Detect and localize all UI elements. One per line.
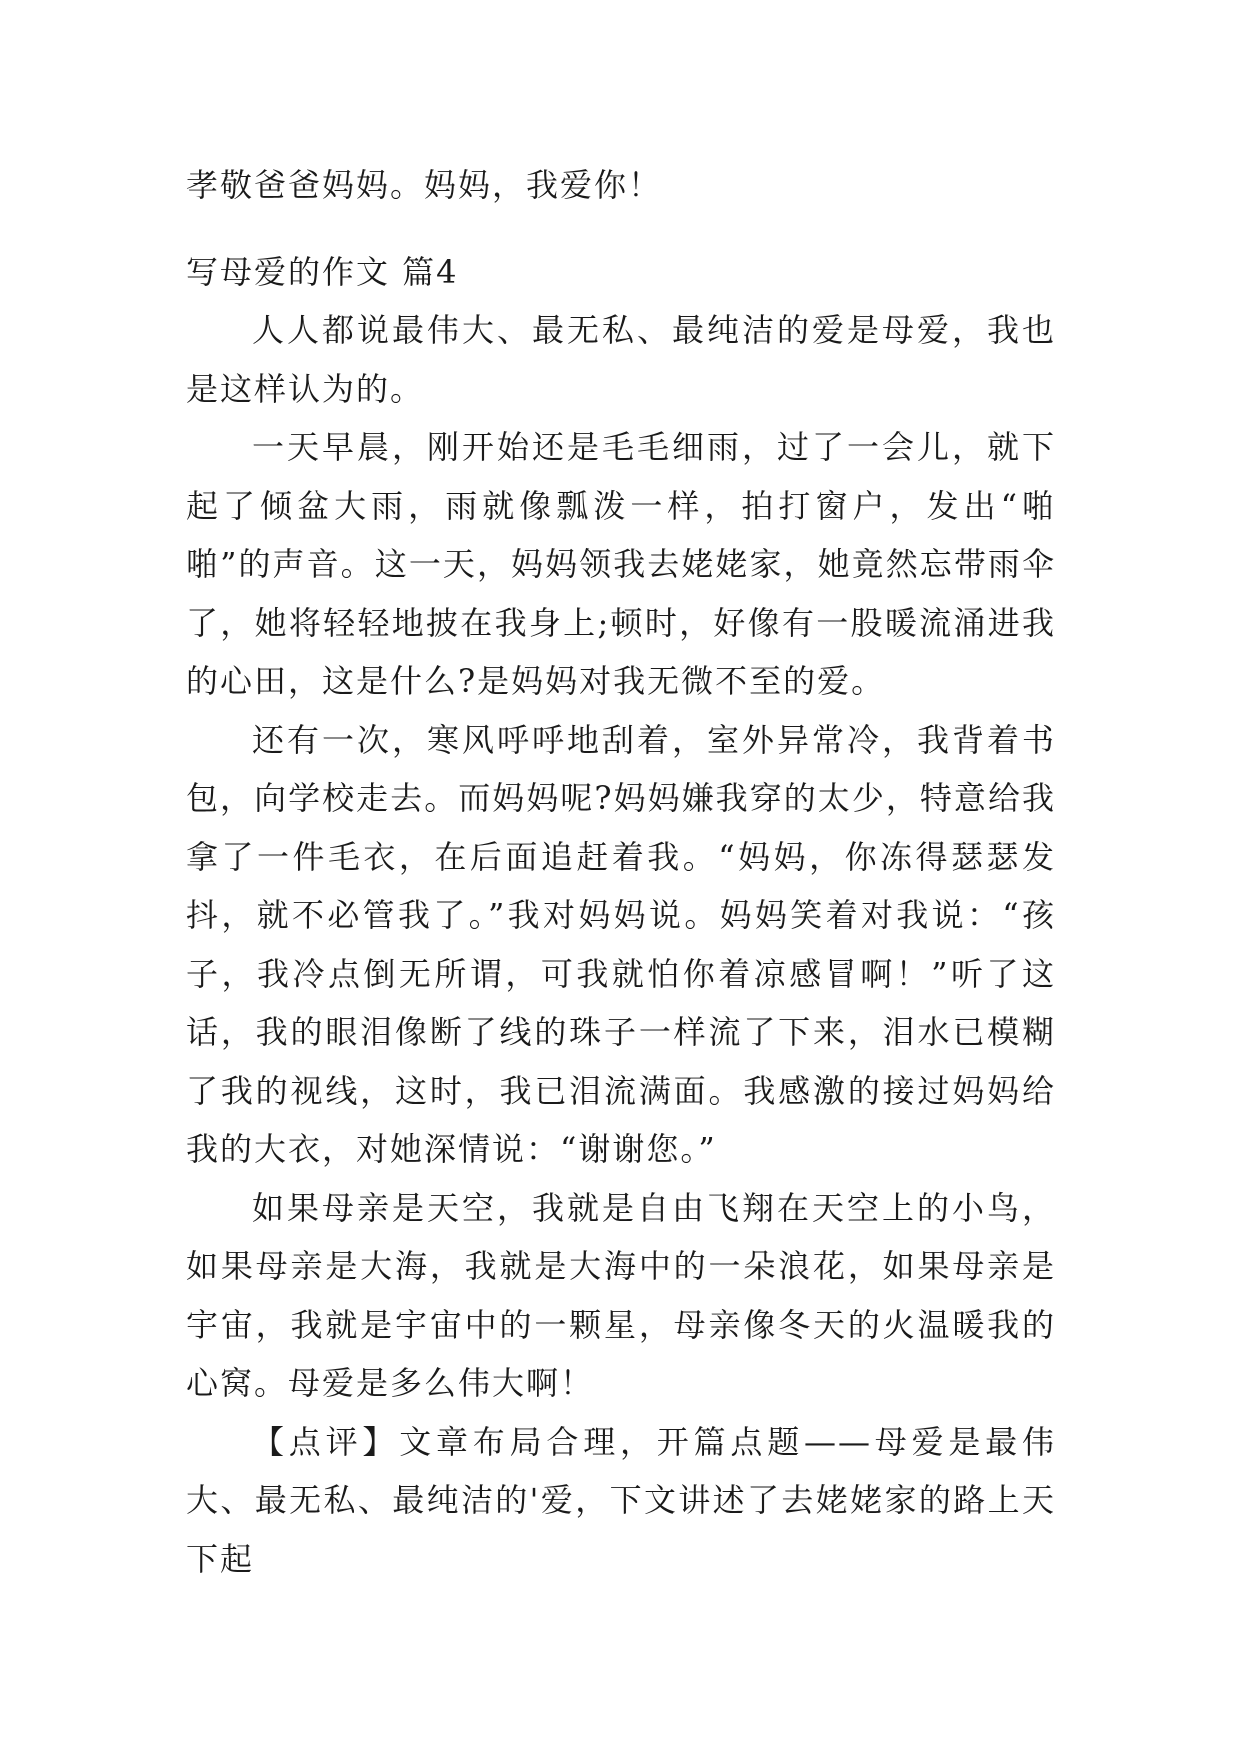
paragraph-rain-story: 一天早晨，刚开始还是毛毛细雨，过了一会儿，就下起了倾盆大雨，雨就像瓢泼一样，拍打窗户，发出“啪啪”的声音。这一天，妈妈领我去姥姥家，她竟然忘带雨伞了，她将轻轻地披在我身上;顿时，好像有一股暖流涌进我的心田，这是什么?是妈妈对我无微不至的爱。	[186, 428, 1056, 700]
paragraph-cold-wind-story: 还有一次，寒风呼呼地刮着，室外异常冷，我背着书包，向学校走去。而妈妈呢?妈妈嫌我穿的太少，特意给我拿了一件毛衣，在后面追赶着我。“妈妈，你冻得瑟瑟发抖，就不必管我了。”我对妈妈说。妈妈笑着对我说：“孩子，我冷点倒无所谓，可我就怕你着凉感冒啊！”听了这话，我的眼泪像断了线的珠子一样流了下来，泪水已模糊了我的视线，这时，我已泪流满面。我感激的接过妈妈给我的大衣，对她深情说：“谢谢您。”	[186, 720, 1056, 1168]
document-page	[186, 156, 1056, 1588]
paragraph-commentary: 【点评】文章布局合理，开篇点题——母爱是最伟大、最无私、最纯洁的'爱，下文讲述了去姥姥家的路上天下起	[186, 1422, 1056, 1578]
paragraph-metaphors: 如果母亲是天空，我就是自由飞翔在天空上的小鸟，如果母亲是大海，我就是大海中的一朵浪花，如果母亲是宇宙，我就是宇宙中的一颗星，母亲像冬天的火温暖我的心窝。母爱是多么伟大啊！	[186, 1188, 1056, 1402]
paragraph-opening: 人人都说最伟大、最无私、最纯洁的爱是母爱，我也是这样认为的。	[186, 311, 1056, 408]
continuation-line: 孝敬爸爸妈妈。妈妈，我爱你！	[186, 166, 663, 204]
section-title: 写母爱的作文 篇4	[186, 252, 459, 291]
